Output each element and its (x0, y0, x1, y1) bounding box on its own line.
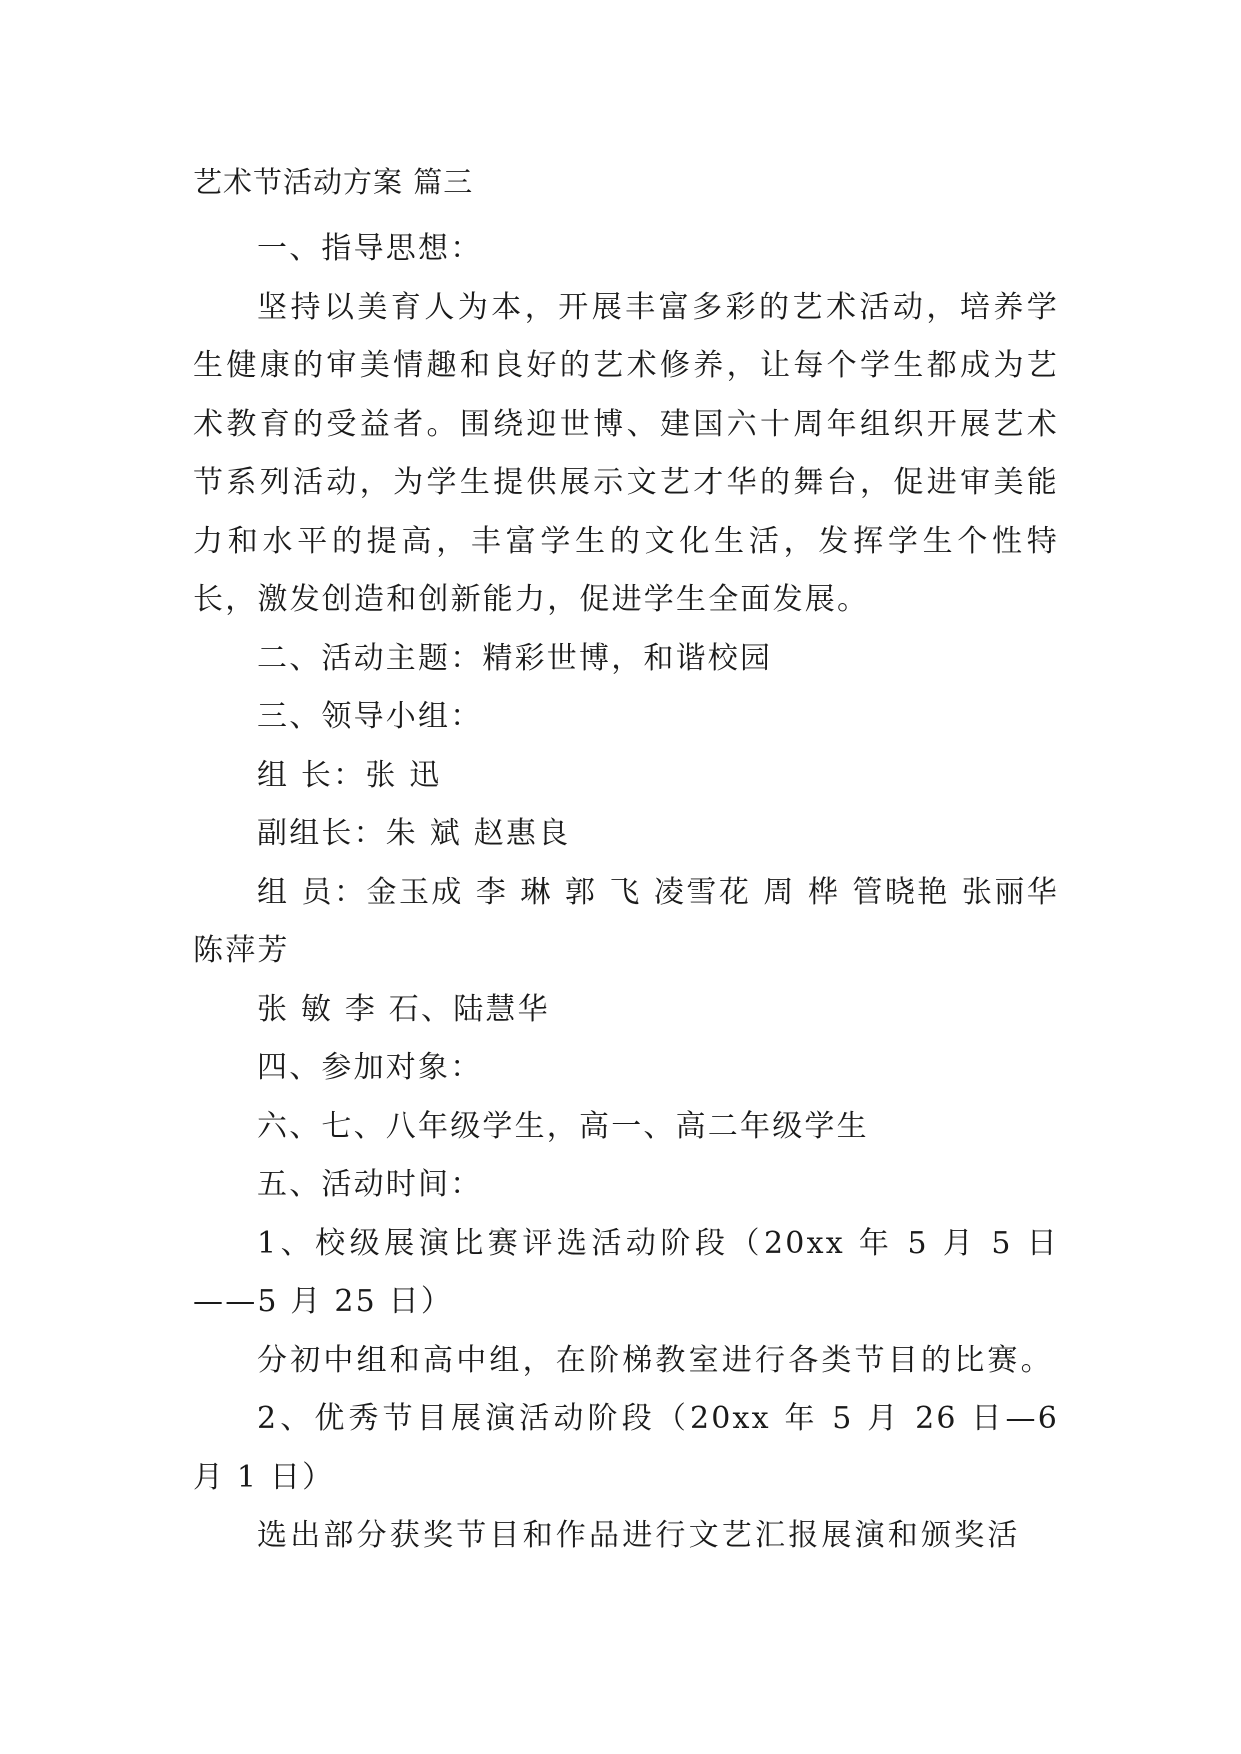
stage-one-description: 分初中组和高中组，在阶梯教室进行各类节目的比赛。 (257, 1342, 1054, 1378)
stage-two-line: 2、优秀节目展演活动阶段（20xx 年 5 月 26 日—6 月 1 日） (193, 1401, 1059, 1495)
group-members-continued-line: 张 敏 李 石、陆慧华 (257, 991, 550, 1027)
participants-line: 六、七、八年级学生，高一、高二年级学生 (257, 1108, 869, 1144)
document-body (193, 220, 1059, 1566)
guiding-ideology-paragraph: 坚持以美育人为本，开展丰富多彩的艺术活动，培养学生健康的审美情趣和良好的艺术修养，让每个学生都成为艺术教育的受益者。围绕迎世博、建国六十周年组织开展艺术节系列活动，为学生提供展示文艺才华的舞台，促进审美能力和水平的提高，丰富学生的文化生活，发挥学生个性特长，激发创造和创新能力，促进学生全面发展。 (193, 289, 1059, 617)
section-heading-guiding-ideology: 一、指导思想： (257, 231, 483, 266)
section-heading-activity-time: 五、活动时间： (257, 1167, 483, 1202)
document-title: 艺术节活动方案 篇三 (193, 165, 474, 199)
deputy-leader-line: 副组长：朱 斌 赵惠良 (257, 816, 571, 851)
stage-two-description: 选出部分获奖节目和作品进行文艺汇报展演和颁奖活 (257, 1518, 1021, 1553)
stage-one-line: 1、校级展演比赛评选活动阶段（20xx 年 5 月 5 日——5 月 25 日） (193, 1225, 1059, 1319)
section-heading-leadership-group: 三、领导小组： (257, 699, 483, 734)
group-members-line: 组 员：金玉成 李 琳 郭 飞 凌雪花 周 桦 管晓艳 张丽华 陈萍芳 (193, 874, 1059, 968)
group-leader-line: 组 长：张 迅 (257, 757, 442, 793)
section-heading-activity-theme: 二、活动主题：精彩世博，和谐校园 (257, 640, 773, 676)
section-heading-participants: 四、参加对象： (257, 1050, 483, 1085)
